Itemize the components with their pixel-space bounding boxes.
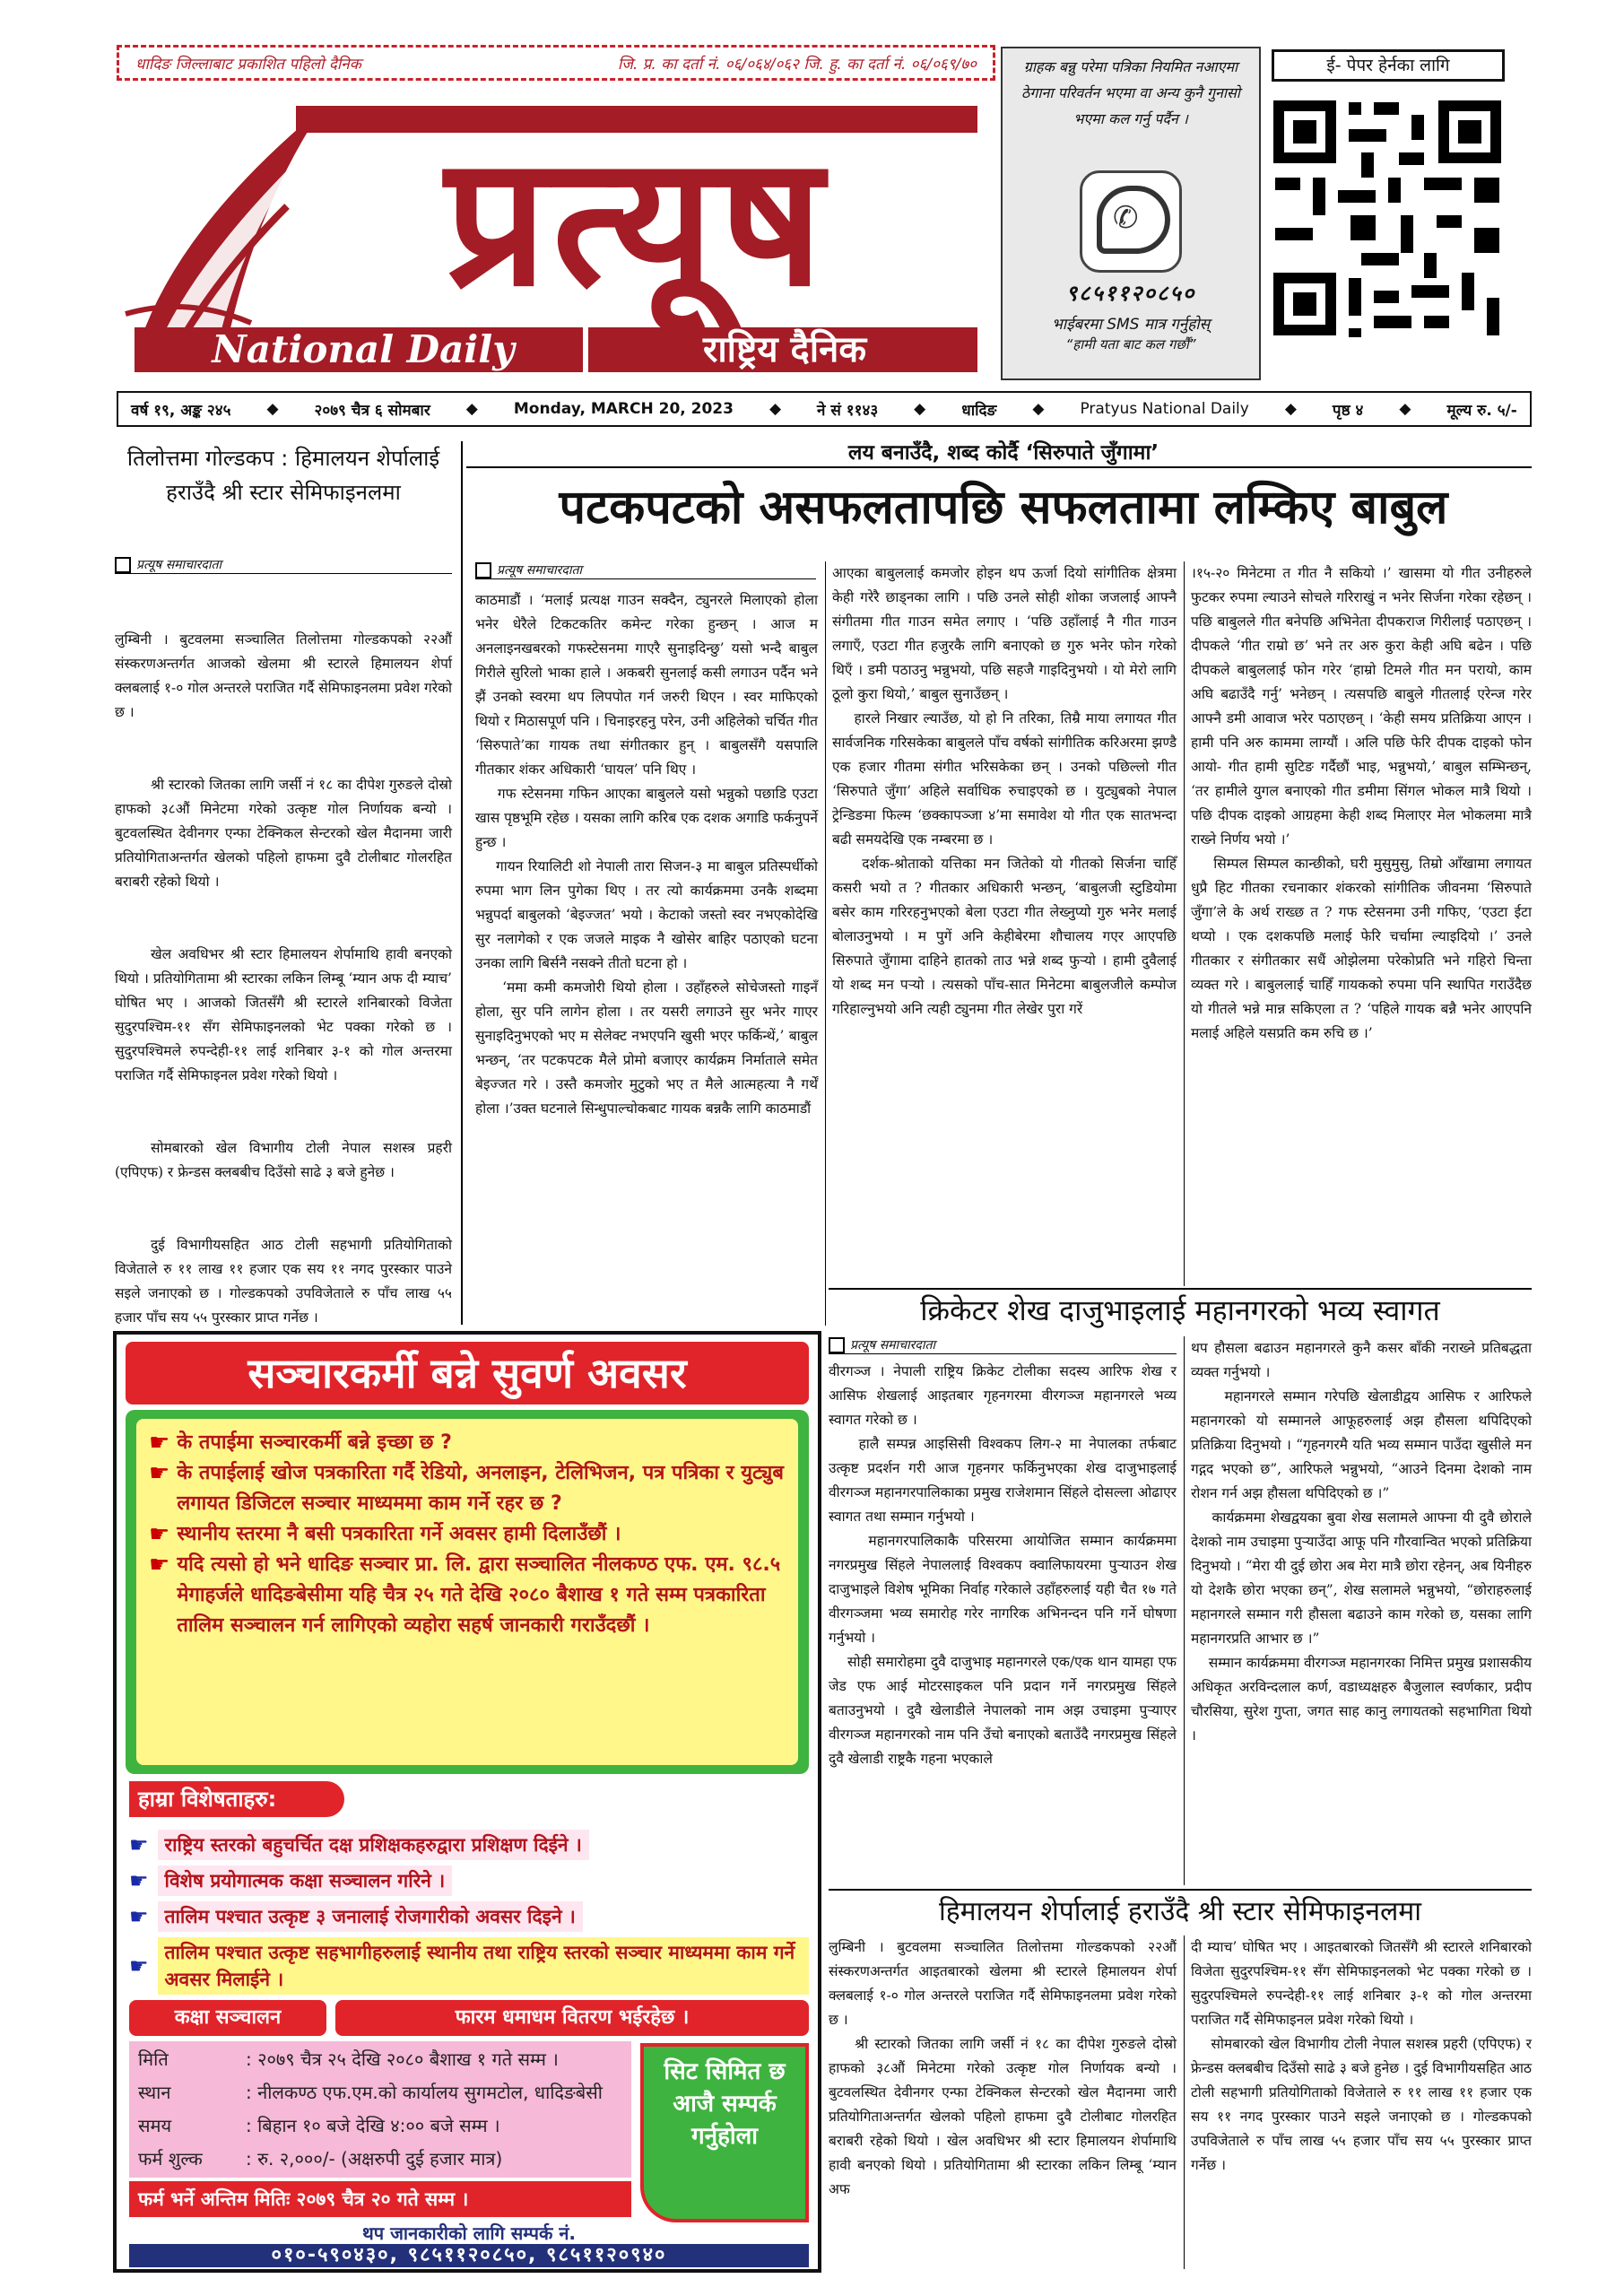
schedule-label: फर्म शुल्क — [138, 2148, 203, 2170]
main-kicker: लय बनाउँदै, शब्द कोर्दै ‘सिरुपाते जुँगामा’ — [847, 441, 1159, 465]
byline-text: प्रत्यूष समाचारदाता — [136, 558, 222, 572]
qr-graphic — [1266, 93, 1508, 343]
notice-box — [1001, 47, 1261, 380]
logo-text: प्रत्यूष — [445, 117, 829, 326]
ad-form-label-text: फारम धमाधम वितरण भईरहेछ । — [455, 2006, 690, 2029]
ad-features-list — [129, 1824, 809, 1995]
ad-question — [149, 1550, 786, 1641]
checkbox-icon — [115, 557, 131, 573]
tagline: धादिङ जिल्लाबाट प्रकाशित पहिलो दैनिक — [135, 55, 361, 74]
bottom-col-2: दी म्याच’ घोषित भए । आइतबारको जितसँगै श्री स्टारले शनिबारको विजेता सुदुरपश्चिम-११ सँग सेमिफाइनलको भेट पक्का गरेको छ । सुदुरपश्चिमले रुपन्देही-११ लाई शनिबार ३-१ को गोल अन्तरमा पराजित गर्दै सेमिफाइनल प्रवेश गरेको थियो । सोमबारको खेल विभागीय टोली नेपाल सशस्त्र प्रहरी (एपिएफ) र फ्रेन्डस क्लबबीच दिउँसो साढे ३ बजे हुनेछ । दुई विभागीयसहित आठ टोली सहभागी प्रतियोगिताको विजेताले रु ११ लाख ११ हजार एक सय ११ नगद पुरस्कार पाउने सइले जनाएको छ । गोल्डकपको उपविजेताले रु पाँच लाख ५५ हजार पाँच सय ५५ पुरस्कार प्राप्त गर्नेछ । — [1191, 1939, 1532, 2173]
page-number: पृष्ठ ४ — [1332, 401, 1364, 420]
bullet-icon: ◆ — [465, 400, 478, 418]
sms-quote: “हामी यता बाट कल गर्छौं” — [1065, 336, 1196, 352]
main-col-3: ।१५-२० मिनेटमा त गीत नै सकियो ।’ खासमा यो गीत उनीहरुले फुटकर रुपमा ल्याउने सोचले गरिराखुं न भनेर सिर्जना गरेका रहेछन् । पछि बाबुलले गीत बनेपछि अभिनेता दीपकराज गिरीलाई पठाएछन् । दीपकले ‘गीत राम्रो छ’ भने तर अरु कुरा केही अघि बढेन । पछि दीपकले बाबुललाई फोन गरेर ‘हाम्रो टिमले गीत मन परायो, काम अघि बढाउँदै गर्नु’ भनेछन् । त्यसपछि बाबुले गीतलाई एरेन्ज गरेर आफ्नै डमी आवाज भरेर पठाएछन् । ‘केही समय प्रतिक्रिया आएन । हामी पनि अरु काममा लाग्यौं । अलि पछि फेरि दीपक दाइको फोन आयो- गीत हामी सुटिङ गर्दैछौं भाइ, भन्नुभयो,’ बाबुल सम्भिन्छन्, ‘तर हामीले युगल बनाएको गीत डमीमा सिंगल भोकल मात्रै थियो । पछि दीपक दाइको आग्रहमा केही शब्द मिलाएर मेल भोकलमा मात्रै राख्ने निर्णय भयो ।’ सिम्पल सिम्पल कान्छीको, घरी मुसुमुसु, तिम्रो आँखामा लगायत धुप्रै हिट गीतका रचनाकार शंकरको सांगीतिक जीवनमा ‘सिरुपाते जुँगा’ले के अर्थ राख्छ त ? गफ स्टेसनमा उनी गफिए, ‘एउटा ईटा थप्यो । एक दशकपछि मलाई फेरि चर्चामा ल्याइदियो ।’ उनले गीतकार र संगीतकार सधैं ओझेलमा परेकोप्रति भने गहिरो चिन्ता व्यक्त गरे । बाबुललाई चाहिँ गायकको रुपमा पनि स्थापित गराउँदैछ यो गीतले भन्ने मान्न सकिएला त ? ‘पहिले गायक बन्नै भनेर आएपनि मलाई अहिले यसप्रति कम रुचि छ ।’ — [1191, 565, 1532, 1041]
row-divider — [466, 466, 1532, 468]
bullet-icon: ◆ — [914, 400, 926, 418]
ad-question — [149, 1458, 786, 1519]
main-col-1: काठमाडौं । ‘मलाई प्रत्यक्ष गाउन सक्दैन, ट्युनरले मिलाएको होला भनेर धेरैले टिकटकतिर कमेन्ट गरेका हुन्छन् । आज म अनलाइनखबरको गफस्टेसनमा गाएरै सुनाइदिन्छु’ यसो भन्दै बाबुल गिरीले सुरिलो भाका हाले । अकबरी सुनलाई कसी लगाउन पर्दैन भने झैं उनको स्वरमा थप लिपपोत गर्न जरुरी थिएन । स्वर माफिएको थियो र मिठासपूर्ण पनि । चिनाइरहनु परेन, उनी अहिलेको चर्चित गीत ‘सिरुपाते’का गायक तथा संगीतकार हुन् । बाबुलसँगै यसपालि गीतकार शंकर अधिकारी ‘घायल’ पनि थिए । गफ स्टेसनमा गफिन आएका बाबुलले यसो भन्नुको पछाडि एउटा खास पृष्ठभूमि रहेछ । यसका लागि करिब एक दशक अगाडि फर्कनुपर्ने हुन्छ । गायन रियालिटी शो नेपाली तारा सिजन-३ मा बाबुल प्रतिस्पर्धीको रुपमा भाग लिन पुगेका थिए । तर त्यो कार्यक्रममा उनकै शब्दमा भन्नुपर्दा बाबुलको ‘बेइज्जत’ भयो । केटाको जस्तो स्वर नभएकोदेखि सुर नलागेको र एक जजले माइक नै खोसेर बाहिर पठाएको घटना उनका लागि बिर्सनै नसक्ने तीतो घटना हो । ‘ममा कमी कमजोरी थियो होला । उहाँहरुले सोचेजस्तो गाइनँ होला, सुर पनि लागेन होला । तर यसरी लगाउने सुर भनेर गाएर सुनाइदिनुभएको भए म सेलेक्ट नभएपनि खुसी भएर फर्किन्थें,’ बाबुल भन्छन्, ‘तर पटकपटक मैले प्रोमो बजाएर कार्यक्रम निर्माताले समेत बेइज्जत गरे । उस्तै कमजोर मुटुको भए त मैले आत्महत्या नै गर्थें होला ।’उक्त घटनाले सिन्धुपाल्चोकबाट गायक बन्नकै लागि काठमाडौं — [475, 592, 818, 1117]
tagline-bar — [117, 45, 995, 81]
ad-title: सञ्चारकर्मी बन्ने सुवर्ण अवसर — [248, 1349, 687, 1397]
byline-text: प्रत्यूष समाचारदाता — [497, 563, 583, 578]
notice-text: ग्राहक बन्नु परेमा पत्रिका नियमित नआएमा ठेगाना परिवर्तन भएमा वा अन्य कुनै गुनासो भएमा कल गर्नु पर्दैन । — [1021, 58, 1240, 127]
pointing-hand-icon: ☛ — [149, 1552, 170, 1578]
qr-code[interactable] — [1266, 93, 1508, 343]
main-col-2: आएका बाबुललाई कमजोर होइन थप ऊर्जा दियो सांगीतिक क्षेत्रमा केही गरेरै छाड्नका लागि । पछि उनले सोही शोका जजलाई आफ्नै संगीतमा गीत गाउन समेत लगाए । ‘पछि उहाँलाई नै गीत गाउन लगाएँ, एउटा गीत हजुरकै लागि बनाएको छ गुरु भनेर फोन गरेको थिएँ । डमी पठाउनु भन्नुभयो, पछि सहजै गाइदिनुभयो । यो मेरो लागि ठूलो कुरा थियो,’ बाबुल सुनाउँछन् । हारले निखार ल्याउँछ, यो हो नि तरिका, तिम्रै माया लगायत गीत सार्वजनिक गरिसकेका बाबुलले पाँच वर्षको सांगीतिक करिअरमा झण्डै एक हजार गीतमा संगीत भरिसकेका छन् । उनको पछिल्लो गीत ‘सिरुपाते जुँगा’ अहिले सर्वाधिक रुचाइएको छ । युट्युबको नेपाल ट्रेन्डिङमा फिल्म ‘छक्कापञ्जा ४’मा समावेश यो गीत एक सातभन्दा बढी समयदेखि एक नम्बरमा छ । दर्शक-श्रोताको यत्तिका मन जितेको यो गीतको सिर्जना चाहिँ कसरी भयो त ? गीतकार अधिकारी भन्छन्, ‘बाबुलजी स्टुडियोमा बसेर काम गरिरहनुभएको बेला एउटा गीत लेख्नुप्यो गुरु भनेर मलाई बोलाउनुभयो । म पुगें अनि केहीबेरमा शौचालय गएर आएपछि सिरुपाते जुँगामा दाहिने हातको ताउ भन्ने शब्द फुर्‍यो । हामी दुवैलाई यो शब्द मन पर्‍यो । त्यसको पाँच-सात मिनेटमा बाबुलजीले कम्पोज गरिहाल्नुभयो अनि त्यही ट्युनमा गीत लेखेर पुरा गरें — [832, 565, 1177, 1017]
pointing-hand-icon: ☛ — [149, 1460, 170, 1487]
ad-deadline — [129, 2181, 631, 2217]
byline-text: प्रत्यूष समाचारदाता — [850, 1338, 936, 1352]
cricket-headline: क्रिकेटर शेख दाजुभाइलाई महानगरको भव्य स्वागत — [920, 1293, 1440, 1327]
paragraph: दुई विभागीयसहित आठ टोली सहभागी प्रतियोगिताको विजेताले रु ११ लाख ११ हजार एक सय ११ नगद पुरस्कार पाउने सइले जनाएको छ । गोल्डकपको उपविजेताले रु पाँच लाख ५५ हजार पाँच सय ५५ पुरस्कार प्राप्त गर्नेछ । — [115, 1237, 456, 1326]
ad-question-text: के तपाईमा सञ्चारकर्मी बन्ने इच्छा छ ? — [177, 1431, 452, 1454]
logo-subtitle-en: National Daily — [212, 327, 515, 371]
paragraph: सोमबारको खेल विभागीय टोली नेपाल सशस्त्र प्रहरी (एपिएफ) र फ्रेन्डस क्लबबीच दिउँसो साढे ३ बजे हुनेछ । — [115, 1140, 456, 1180]
ne-sam: ने सं ११४३ — [817, 401, 879, 420]
phone-number: ९८५११२०८५० — [1065, 281, 1196, 306]
ad-form-label — [335, 2000, 809, 2036]
byline-row — [829, 1336, 1177, 1354]
pointing-hand-icon: ☛ — [149, 1430, 170, 1457]
en-date: Monday, MARCH 20, 2023 — [513, 400, 734, 418]
sms-note: भाईबरमा SMS मात्र गर्नुहोस् — [1051, 316, 1211, 334]
ad-feature — [129, 1937, 809, 1995]
logo — [117, 90, 995, 377]
ad-deadline-text: फर्म भर्ने अन्तिम मितिः २०७९ चैत्र २० गते सम्म । — [138, 2188, 469, 2210]
ad-question-text: के तपाईलाई खोज पत्रकारिता गर्दै रेडियो, अनलाइन, टेलिभिजन, पत्र पत्रिका र युट्युब लगायत डिजिटल सञ्चार माध्यममा काम गर्ने रहर छ ? — [177, 1462, 784, 1515]
ad-class-label-text: कक्षा सञ्चालन — [174, 2006, 282, 2029]
bullet-icon: ◆ — [266, 400, 279, 418]
ad-seats-text: सिट सिमित छ आजै सम्पर्क गर्नुहोला — [664, 2058, 786, 2150]
pointing-hand-icon: ☛ — [129, 1868, 149, 1893]
paragraph: लुम्बिनी । बुटवलमा सञ्चालित तिलोत्तमा गोल्डकपको २२औं संस्करणअन्तर्गत आजको खेलमा श्री स्टारले हिमालयन शेर्पा क्लबलाई १-० गोल अन्तरले पराजित गर्दै सेमिफाइनलमा प्रवेश गरेको छ । — [115, 631, 456, 720]
schedule-row — [138, 2076, 622, 2109]
place: धादिङ — [961, 401, 997, 420]
pointing-hand-icon: ☛ — [129, 1904, 149, 1929]
ad-feature-text: विशेष प्रयोगात्मक कक्षा सञ्चालन गरिने । — [158, 1866, 453, 1896]
ad-contact-label — [129, 2222, 809, 2244]
schedule-label: स्थान — [138, 2082, 171, 2103]
ad-feature-text: राष्ट्रिय स्तरको बहुचर्चित दक्ष प्रशिक्षकहरुद्वारा प्रशिक्षण दिईने । — [158, 1830, 589, 1860]
name-en: Pratyus National Daily — [1080, 400, 1249, 418]
ad-question-text: स्थानीय स्तरमा नै बसी पत्रकारिता गर्ने अवसर हामी दिलाउँछौं । — [177, 1523, 621, 1545]
ad-feature — [129, 1901, 809, 1932]
pointing-hand-icon: ☛ — [149, 1521, 170, 1548]
ad-contact-numbers — [129, 2244, 809, 2267]
registration: जि. प्र. का दर्ता नं. ०६/०६४/०६२ जि. हु. का दर्ता नं. ०६/०६९/७० — [617, 55, 977, 74]
paragraph: खेल अवधिभर श्री स्टार हिमालयन शेर्पामाथि हावी बनएको थियो । प्रतियोगितामा श्री स्टारका लकिन लिम्बू ‘म्यान अफ दी म्याच’ घोषित भए । आजको जितसँगै श्री स्टारले शनिबारको विजेता सुदुरपश्चिम-११ सँग सेमिफाइनलको भेट पक्का गरेको छ । सुदुरपश्चिमले रुपन्देही-११ लाई शनिबार ३-१ को गोल अन्तरमा पराजित गर्दै सेमिफाइनल प्रवेश गरेको थियो । — [115, 946, 456, 1083]
pointing-hand-icon: ☛ — [129, 1953, 149, 1979]
bottom-headline: हिमालयन शेर्पालाई हराउँदै श्री स्टार सेमिफाइनलमा — [938, 1896, 1422, 1927]
column-divider — [461, 441, 463, 1325]
ad-question — [149, 1519, 786, 1550]
ad-contact-numbers-text: ०१०-५९०४३०, ९८५११२०८५०, ९८५११२०९४० — [271, 2244, 667, 2266]
ad-features-title-text: हाम्रा विशेषताहरु: — [138, 1787, 277, 1812]
byline-row — [475, 561, 816, 579]
schedule-value: : २०७९ चैत्र २५ देखि २०८० बैशाख १ गते सम्म । — [246, 2048, 559, 2070]
checkbox-icon — [829, 1337, 845, 1353]
np-date: २०७९ चैत्र ६ सोमबार — [314, 401, 430, 420]
schedule-label: समय — [138, 2115, 172, 2136]
row-divider — [829, 1889, 1532, 1891]
ad-feature — [129, 1830, 809, 1860]
schedule-value: : रु. २,०००/- (अक्षरुपी दुई हजार मात्र) — [246, 2148, 503, 2170]
masthead — [0, 0, 1624, 386]
checkbox-icon — [475, 562, 491, 578]
bullet-icon: ◆ — [1032, 400, 1045, 418]
schedule-row — [138, 2043, 622, 2076]
ad-feature-text: तालिम पश्चात उत्कृष्ट ३ जनालाई रोजगारीको अवसर दिइने । — [158, 1901, 583, 1932]
ad-contact-label-text: थप जानकारीको लागि सम्पर्क नं. — [361, 2222, 577, 2244]
ad-feature-text: तालिम पश्चात उत्कृष्ट सहभागीहरुलाई स्थानीय तथा राष्ट्रिय स्तरको सञ्चार माध्यममा काम गर्ने अवसर मिलाईने । — [158, 1937, 809, 1995]
cricket-col-2: थप हौसला बढाउन महानगरले कुनै कसर बाँकी नराख्ने प्रतिबद्धता व्यक्त गर्नुभयो । महानगरले सम्मान गरेपछि खेलाडीद्वय आसिफ र आरिफले महानगरको यो सम्मानले आफूहरुलाई अझ हौसला थपिदिएको प्रतिक्रिया दिनुभयो । “गृहनगरमै यति भव्य सम्मान पाउँदा खुसीले मन गद्गद भएको छ”, आरिफले भन्नुभयो, “आउने दिनमा देशको नाम रोशन गर्न अझ हौसला थपिदिएको छ ।” कार्यक्रममा शेखद्वयका बुवा शेख सलामले आफ्ना यी दुवै छोराले देशको नाम उचाइमा पुऱ्याउँदा आफू पनि गौरवान्वित भएको प्रतिक्रिया दिनुभयो । “मेरा यी दुई छोरा अब मेरा मात्रै छोरा रहेनन्, अब यिनीहरु यो देशकै छोरा भएका छन्”, शेख सलामले भन्नुभयो, “छोराहरुलाई महानगरले सम्मान गरी हौसला बढाउने काम गरेको छ, यसका लागि महानगरप्रति आभार छ ।” सम्मान कार्यक्रममा वीरगञ्ज महानगरका निमित्त प्रमुख प्रशासकीय अधिकृत अरविन्दलाल कर्ण, वडाध्यक्षहरु बैजुलाल स्वर्णकार, प्रदीप चौरसिया, सुरेश गुप्ता, जगत साह कानु लगायतको सहभागिता थियो । — [1191, 1340, 1532, 1744]
bullet-icon: ◆ — [769, 400, 782, 418]
cricket-col-1: वीरगञ्ज । नेपाली राष्ट्रिय क्रिकेट टोलीका सदस्य आरिफ शेख र आसिफ शेखलाई आइतबार गृहनगरमा वीरगञ्ज महानगरले भव्य स्वागत गरेको छ । हालै सम्पन्न आइसिसी विश्वकप लिग-२ मा नेपालका तर्फबाट उत्कृष्ट प्रदर्शन गरी आज गृहनगर फर्किनुभएका शेख दाजुभाइलाई वीरगञ्ज महानगरपालिकाका प्रमुख राजेशमान सिंहले दोसल्ला ओढाएर स्वागत तथा सम्मान गर्नुभयो । महानगरपालिकाकै परिसरमा आयोजित सम्मान कार्यक्रममा नगरप्रमुख सिंहले नेपाललाई विश्वकप क्वालिफायरमा पुऱ्याउन शेख दाजुभाइले विशेष भूमिका निर्वाह गरेकाले उहाँहरुलाई यही चैत १७ गते वीरगञ्जमा भव्य समारोह गरेर नागरिक अभिनन्दन पनि गर्ने घोषणा गर्नुभयो । सोही समारोहमा दुवै दाजुभाइ महानगरले एक/एक थान यामहा एफ जेड एफ आई मोटरसाइकल पनि प्रदान गर्ने नगरप्रमुख सिंहले बताउनुभयो । दुवै खेलाडीले नेपालको नाम अझ उचाइमा पुऱ्याएर वीरगञ्ज महानगरको नाम पनि उँचो बनाएको बताउँदै नगरप्रमुख सिंहले दुवै खेलाडी राष्ट्रकै गहना भएकाले — [829, 1363, 1177, 1767]
ad-features-title — [129, 1781, 344, 1817]
bullet-icon: ◆ — [1284, 400, 1297, 418]
ad-seats-badge — [640, 2043, 809, 2222]
left-article — [115, 441, 456, 1326]
schedule-value: : बिहान १० बजे देखि ४:०० बजे सम्म । — [246, 2115, 500, 2136]
dateline-bar — [117, 391, 1532, 427]
ad-questions-box — [126, 1410, 809, 1774]
ad-schedule — [129, 2041, 631, 2178]
column-divider — [825, 561, 826, 1326]
training-ad — [113, 1331, 821, 2273]
bottom-col-1: लुम्बिनी । बुटवलमा सञ्चालित तिलोत्तमा गोल्डकपको २२औं संस्करणअन्तर्गत आइतबारको खेलमा श्री स्टारले हिमालयन शेर्पा क्लबलाई १-० गोल अन्तरले पराजित गर्दै सेमिफाइनलमा प्रवेश गरेको छ । श्री स्टारको जितका लागि जर्सी नं १८ का दीपेश गुरुङले दोस्रो हाफको ३८औं मिनेटमा गरेको उत्कृष्ट गोल निर्णायक बन्यो । बुटवलस्थित देवीनगर एन्फा टेक्निकल सेन्टरको खेल मैदानमा जारी प्रतियोगिताअन्तर्गत खेलको पहिलो हाफमा दुवै टोलीबाट गोलरहित बराबरी रहेको थियो । खेल अवधिभर श्री स्टार हिमालयन शेर्पामाथि हावी बनएको थियो । प्रतियोगितामा श्री स्टारका लकिन लिम्बू ‘म्यान अफ — [829, 1939, 1177, 2197]
cricket-byline — [829, 1336, 1177, 1354]
main-headline: पटकपटको असफलतापछि सफलतामा लम्किए बाबुल — [559, 481, 1448, 535]
main-byline — [475, 561, 816, 579]
paragraph: श्री स्टारको जितका लागि जर्सी नं १८ का दीपेश गुरुङले दोस्रो हाफको ३८औं मिनेटमा गरेको उत्कृष्ट गोल निर्णायक बन्यो । बुटवलस्थित देवीनगर एन्फा टेक्निकल सेन्टरको खेल मैदानमा जारी प्रतियोगिताअन्तर्गत खेलको पहिलो हाफमा दुवै टोलीबाट गोलरहित बराबरी रहेको थियो । — [115, 777, 456, 890]
schedule-value: : नीलकण्ठ एफ.एम.को कार्यालय सुगमटोल, धादिङबेसी — [246, 2082, 603, 2103]
ad-feature — [129, 1866, 809, 1896]
schedule-label: मिति — [138, 2048, 169, 2070]
schedule-row — [138, 2109, 622, 2143]
column-divider — [1184, 561, 1185, 1286]
ad-title-banner — [126, 1342, 809, 1405]
schedule-row — [138, 2143, 622, 2176]
logo-subtitle-np: राष्ट्रिय दैनिक — [702, 329, 867, 370]
left-headline: तिलोत्तमा गोल्डकप : हिमालयन शेर्पालाई हराउँदै श्री स्टार सेमिफाइनलमा — [126, 446, 440, 505]
left-body — [115, 579, 456, 1326]
pointing-hand-icon: ☛ — [129, 1832, 149, 1857]
ad-class-label — [129, 2000, 326, 2036]
column-divider — [1184, 1935, 1185, 2269]
bullet-icon: ◆ — [1399, 400, 1411, 418]
volume: वर्ष १९, अङ्क २४५ — [131, 401, 231, 420]
viber-icon: ✆ — [1080, 170, 1182, 273]
left-byline — [115, 556, 452, 574]
ad-question — [149, 1428, 786, 1458]
price: मूल्य रु. ५/- — [1446, 401, 1517, 420]
epaper-label: ई- पेपर हेर्नका लागि — [1272, 49, 1505, 82]
column-divider — [1184, 1336, 1185, 1885]
ad-question-text: यदि त्यसो हो भने धादिङ सञ्चार प्रा. लि. द्वारा सञ्चालित नीलकण्ठ एफ. एम. ९८.५ मेगाहर्जले धादिङबेसीमा यहि चैत्र २५ गते देखि २०८० बैशाख १ गते सम्म पत्रकारिता तालिम सञ्चालन गर्न लागिएको व्यहोरा सहर्ष जानकारी गराउँदछौं । — [177, 1553, 781, 1637]
